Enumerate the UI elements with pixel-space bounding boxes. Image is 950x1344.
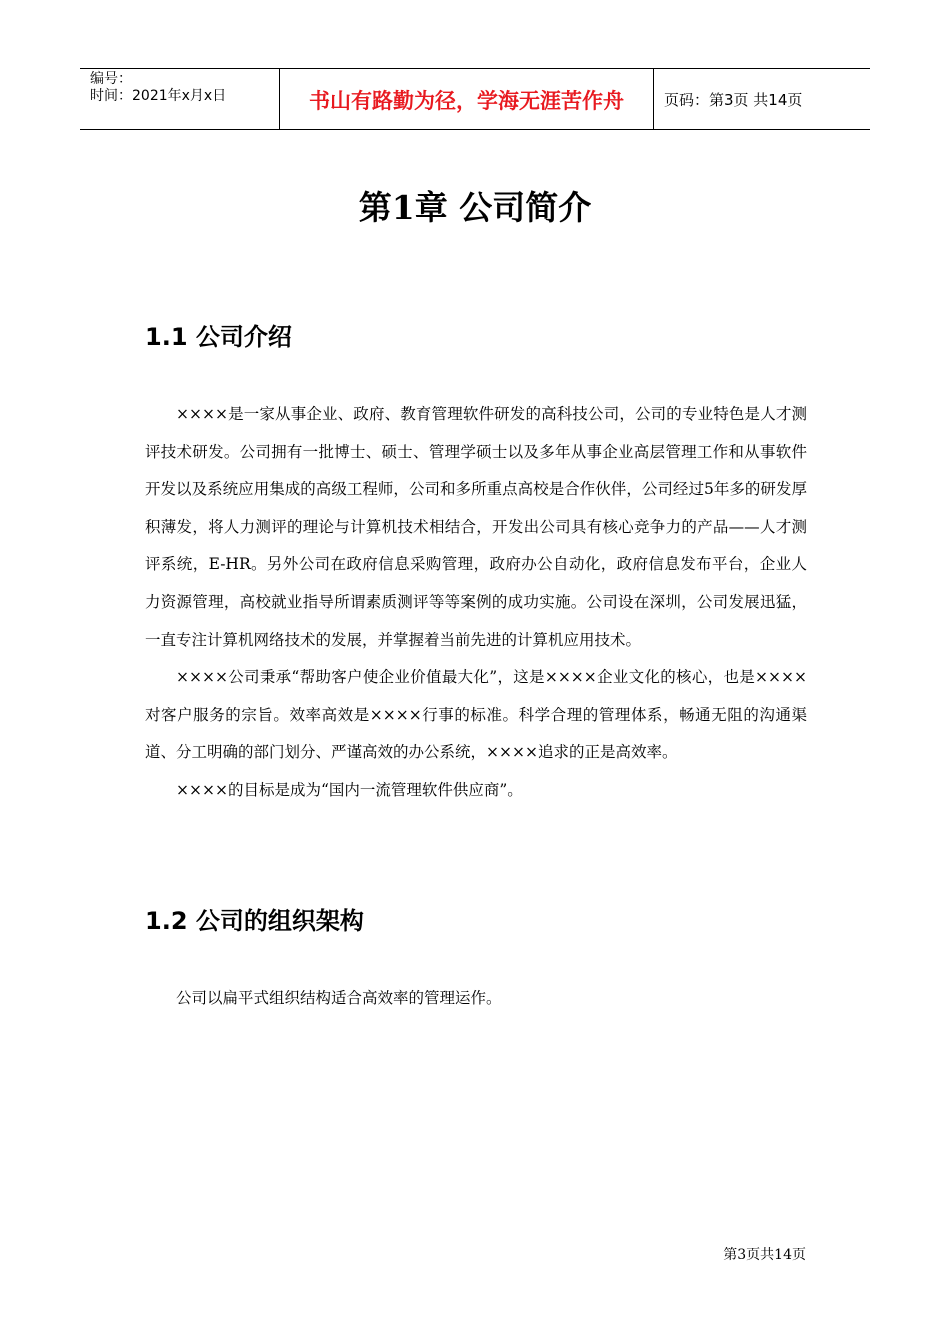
chapter-title: 第1章 公司简介: [358, 188, 592, 227]
header-time-label: 时间：2021年x月x日: [90, 88, 227, 104]
paragraph: ××××公司秉承“帮助客户使企业价值最大化”，这是××××企业文化的核心，也是××××对客户服务的宗旨。效率高效是××××行事的标准。科学合理的管理体系，畅通无阻的沟通渠道、分工明确的部门划分、严谨高效的办公系统，××××追求的正是高效率。: [145, 668, 807, 762]
paragraph: ××××的目标是成为“国内一流管理软件供应商”。: [176, 780, 523, 799]
section-heading-org-structure: 1.2 公司的组织架构: [145, 907, 364, 935]
footer-page-number: 第3页共14页: [723, 1247, 806, 1263]
paragraph: 公司以扁平式组织结构适合高效率的管理运作。: [176, 989, 502, 1007]
header-meta: [80, 69, 280, 129]
page-header: [80, 68, 870, 130]
section-heading-company-intro: 1.1 公司介绍: [145, 323, 292, 351]
section-body-org-structure: [145, 980, 807, 1018]
header-motto: 书山有路勤为径，学海无涯苦作舟: [280, 69, 654, 129]
section-body-company-intro: [145, 396, 807, 810]
paragraph: ××××是一家从事企业、政府、教育管理软件研发的高科技公司，公司的专业特色是人才测评技术研发。公司拥有一批博士、硕士、管理学硕士以及多年从事企业高层管理工作和从事软件开发以及系统应用集成的高级工程师，公司和多所重点高校是合作伙伴，公司经过5年多的研发厚积薄发，将人力测评的理论与计算机技术相结合，开发出公司具有核心竞争力的产品——人才测评系统，E-HR。另外公司在政府信息采购管理，政府办公自动化，政府信息发布平台，企业人力资源管理，高校就业指导所谓素质测评等等案例的成功实施。公司设在深圳，公司发展迅猛，一直专注计算机网络技术的发展，并掌握着当前先进的计算机应用技术。: [145, 405, 807, 649]
header-number-label: 编号：: [90, 71, 132, 87]
header-page-code: 页码：第3页 共14页: [664, 90, 803, 109]
